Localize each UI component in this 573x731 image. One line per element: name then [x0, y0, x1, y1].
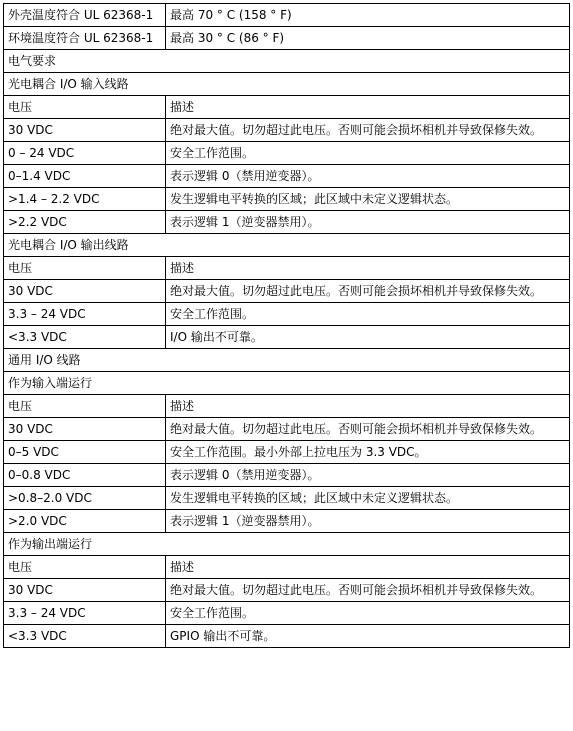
description-cell: 绝对最大值。切勿超过此电压。否则可能会损坏相机并导致保修失效。	[166, 418, 570, 441]
voltage-cell: 电压	[4, 556, 166, 579]
table-row	[4, 142, 570, 165]
table-row	[4, 464, 570, 487]
voltage-cell: 0–0.8 VDC	[4, 464, 166, 487]
table-row	[4, 533, 570, 556]
table-row	[4, 602, 570, 625]
table-row	[4, 4, 570, 27]
voltage-cell: 30 VDC	[4, 579, 166, 602]
description-cell: 描述	[166, 395, 570, 418]
table-row	[4, 418, 570, 441]
table-row	[4, 257, 570, 280]
spec-table-body	[4, 4, 570, 648]
description-cell: 绝对最大值。切勿超过此电压。否则可能会损坏相机并导致保修失效。	[166, 280, 570, 303]
voltage-cell: >1.4 – 2.2 VDC	[4, 188, 166, 211]
table-row	[4, 487, 570, 510]
voltage-cell: >2.0 VDC	[4, 510, 166, 533]
description-cell: 安全工作范围。最小外部上拉电压为 3.3 VDC。	[166, 441, 570, 464]
description-cell: 安全工作范围。	[166, 602, 570, 625]
table-row	[4, 349, 570, 372]
section-heading-cell: 作为输入端运行	[4, 372, 570, 395]
table-row	[4, 165, 570, 188]
table-row	[4, 188, 570, 211]
section-heading-cell: 作为输出端运行	[4, 533, 570, 556]
voltage-cell: >0.8–2.0 VDC	[4, 487, 166, 510]
table-row	[4, 510, 570, 533]
table-row	[4, 234, 570, 257]
description-cell: 绝对最大值。切勿超过此电压。否则可能会损坏相机并导致保修失效。	[166, 579, 570, 602]
voltage-cell: 电压	[4, 96, 166, 119]
voltage-cell: 0 – 24 VDC	[4, 142, 166, 165]
voltage-cell: 3.3 – 24 VDC	[4, 602, 166, 625]
table-row	[4, 50, 570, 73]
description-cell: 描述	[166, 257, 570, 280]
description-cell: 绝对最大值。切勿超过此电压。否则可能会损坏相机并导致保修失效。	[166, 119, 570, 142]
description-cell: 安全工作范围。	[166, 142, 570, 165]
section-heading-cell: 光电耦合 I/O 输入线路	[4, 73, 570, 96]
voltage-cell: >2.2 VDC	[4, 211, 166, 234]
voltage-cell: 环境温度符合 UL 62368-1	[4, 27, 166, 50]
voltage-cell: 电压	[4, 257, 166, 280]
description-cell: 最高 30 ° C (86 ° F)	[166, 27, 570, 50]
description-cell: GPIO 输出不可靠。	[166, 625, 570, 648]
voltage-cell: 3.3 – 24 VDC	[4, 303, 166, 326]
table-row	[4, 441, 570, 464]
voltage-cell: <3.3 VDC	[4, 625, 166, 648]
table-row	[4, 73, 570, 96]
table-row	[4, 96, 570, 119]
voltage-cell: 外壳温度符合 UL 62368-1	[4, 4, 166, 27]
voltage-cell: 0–5 VDC	[4, 441, 166, 464]
voltage-cell: 30 VDC	[4, 119, 166, 142]
voltage-cell: 0–1.4 VDC	[4, 165, 166, 188]
description-cell: 表示逻辑 0（禁用逆变器）。	[166, 464, 570, 487]
description-cell: 表示逻辑 1（逆变器禁用）。	[166, 510, 570, 533]
description-cell: I/O 输出不可靠。	[166, 326, 570, 349]
table-row	[4, 625, 570, 648]
table-row	[4, 556, 570, 579]
description-cell: 发生逻辑电平转换的区域；此区域中未定义逻辑状态。	[166, 487, 570, 510]
voltage-cell: 30 VDC	[4, 418, 166, 441]
voltage-cell: 30 VDC	[4, 280, 166, 303]
section-heading-cell: 光电耦合 I/O 输出线路	[4, 234, 570, 257]
table-row	[4, 303, 570, 326]
table-row	[4, 280, 570, 303]
description-cell: 描述	[166, 96, 570, 119]
table-row	[4, 211, 570, 234]
voltage-cell: <3.3 VDC	[4, 326, 166, 349]
table-row	[4, 395, 570, 418]
description-cell: 发生逻辑电平转换的区域；此区域中未定义逻辑状态。	[166, 188, 570, 211]
table-row	[4, 326, 570, 349]
table-row	[4, 27, 570, 50]
description-cell: 描述	[166, 556, 570, 579]
voltage-cell: 电压	[4, 395, 166, 418]
section-heading-cell: 电气要求	[4, 50, 570, 73]
description-cell: 安全工作范围。	[166, 303, 570, 326]
table-row	[4, 119, 570, 142]
description-cell: 表示逻辑 0（禁用逆变器）。	[166, 165, 570, 188]
section-heading-cell: 通用 I/O 线路	[4, 349, 570, 372]
description-cell: 表示逻辑 1（逆变器禁用）。	[166, 211, 570, 234]
description-cell: 最高 70 ° C (158 ° F)	[166, 4, 570, 27]
spec-table	[3, 3, 570, 648]
table-row	[4, 372, 570, 395]
table-row	[4, 579, 570, 602]
